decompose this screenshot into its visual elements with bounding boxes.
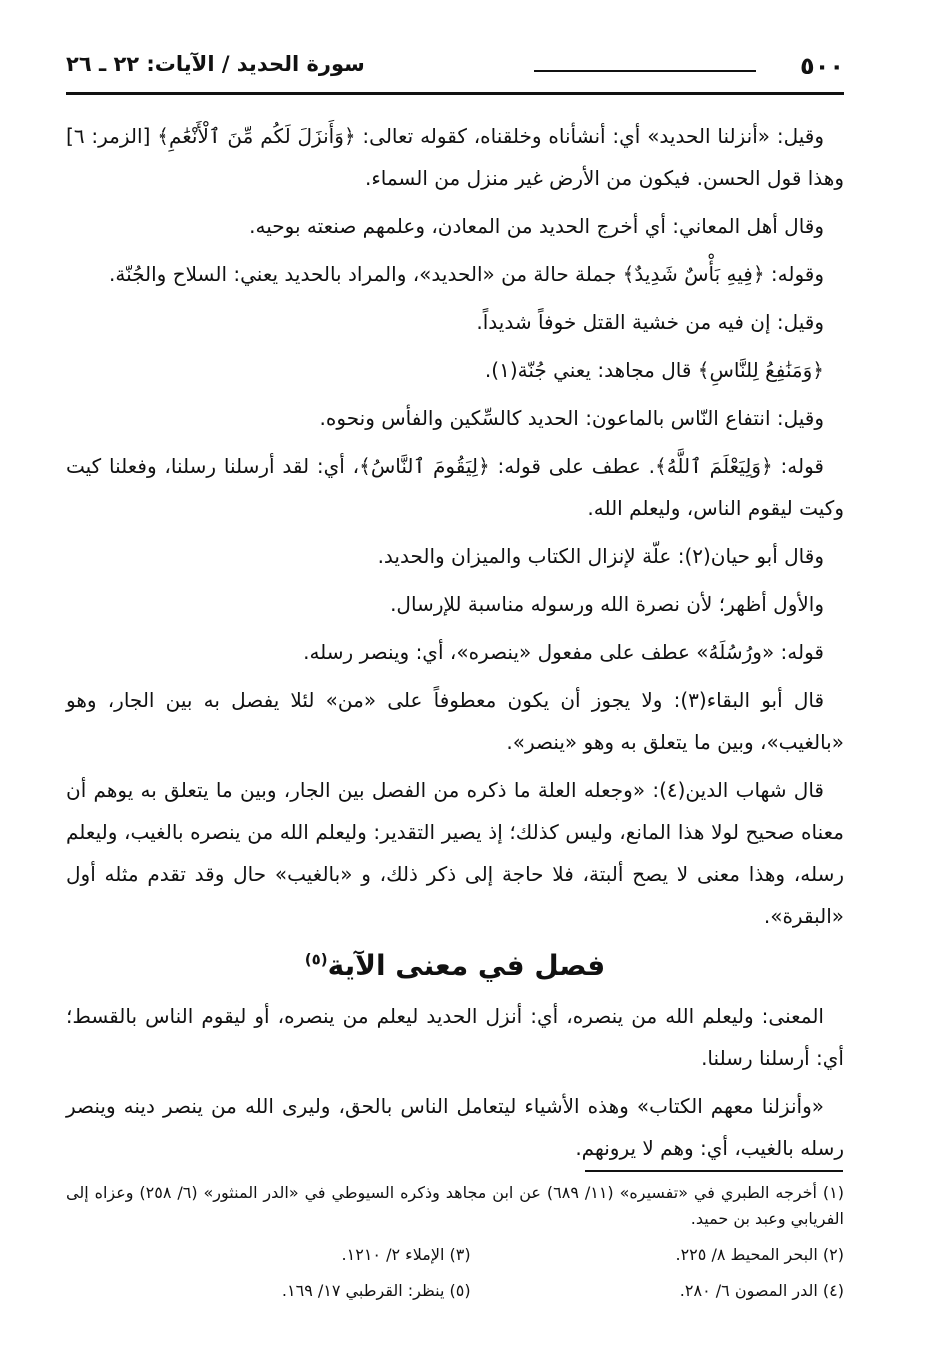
running-title: سورة الحديد / الآيات: ٢٢ ـ ٢٦ (66, 52, 365, 76)
footnote-row (66, 1278, 844, 1304)
footnotes (66, 1180, 844, 1314)
footnote-row (66, 1242, 844, 1268)
paragraph: قال أبو البقاء(٣): ولا يجوز أن يكون معطوفاً على «من» لئلا يفصل به بين الجار، وهو «بالغيب»، وبين ما يتعلق به وهو «ينصر». (66, 688, 844, 754)
section-heading (66, 943, 844, 989)
footnote-4: (٤) الدر المصون ٦/ ٢٨٠. (679, 1281, 844, 1300)
header-rule (534, 70, 756, 72)
main-text (66, 115, 844, 1175)
paragraph: وقوله: ﴿فِيهِ بَأْسٌ شَدِيدٌ﴾ جملة حالة من «الحديد»، والمراد بالحديد يعني: السلاح والجُنّة. (109, 262, 824, 286)
paragraph: قوله: ﴿وَلِيَعْلَمَ ٱللَّهُ﴾. عطف على قوله: ﴿لِيَقُومَ ٱلنَّاسُ﴾، أي: لقد أرسلنا رسلنا، وفعلنا كيت وكيت ليقوم الناس، وليعلم الله. (66, 454, 844, 520)
paragraph: المعنى: وليعلم الله من ينصره، أي: أنزل الحديد ليعلم من ينصره، أو ليقوم الناس بالقسط؛ أي: أرسلنا رسلنا. (66, 1004, 844, 1070)
section-heading-text: فصل في معنى الآية (327, 949, 606, 982)
paragraph: وقيل: انتفاع النّاس بالماعون: الحديد كالسِّكين والفأس ونحوه. (319, 406, 824, 430)
footnote-3: (٣) الإملاء ٢/ ١٢١٠. (341, 1245, 471, 1264)
footnote-2: (٢) البحر المحيط ٨/ ٢٢٥. (675, 1245, 844, 1264)
footnote-5: (٥) ينظر: القرطبي ١٧/ ١٦٩. (281, 1281, 471, 1300)
paragraph: وقال أبو حيان(٢): علّة لإنزال الكتاب والميزان والحديد. (377, 544, 824, 568)
paragraph: وقال أهل المعاني: أي أخرج الحديد من المعادن، وعلمهم صنعته بوحيه. (249, 214, 824, 238)
footnote-separator (585, 1170, 843, 1172)
page-number: ٥٠٠ (800, 52, 844, 80)
footnote-1: (١) أخرجه الطبري في «تفسيره» (١١/ ٦٨٩) عن ابن مجاهد وذكره السيوطي في «الدر المنثور» (٦/ ٢٥٨) وعزاه إلى الفريابي وعبد بن حميد. (66, 1183, 844, 1228)
section-footnote-ref: (٥) (304, 950, 328, 969)
paragraph: قوله: «ورُسُلَهُ» عطف على مفعول «ينصره»، أي: وينصر رسله. (303, 640, 824, 664)
paragraph: وقيل: «أنزلنا الحديد» أي: أنشأناه وخلقناه، كقوله تعالى: ﴿وَأَنزَلَ لَكُم مِّنَ ٱلْأَنْعَٰمِ﴾ [الزمر: ٦] وهذا قول الحسن. فيكون من الأرض غير منزل من السماء. (66, 124, 844, 190)
paragraph: ﴿وَمَنَٰفِعُ لِلنَّاسِ﴾ قال مجاهد: يعني جُنّة(١). (484, 358, 824, 382)
paragraph: والأول أظهر؛ لأن نصرة الله ورسوله مناسبة للإرسال. (390, 592, 824, 616)
paragraph: قال شهاب الدين(٤): «وجعله العلة ما ذكره من الفصل بين الجار، وبين ما يتعلق به يوهم أن معناه صحيح لولا هذا المانع، وليس كذلك؛ إذ يصير التقدير: وليعلم الله من ينصره بالغيب، وليعلم رسله، وهذا معنى لا يصح ألبتة، فلا حاجة إلى ذكر ذلك، و «بالغيب» حال وقد تقدم مثله أول «البقرة». (66, 778, 844, 928)
paragraph: «وأنزلنا معهم الكتاب» وهذه الأشياء ليتعامل الناس بالحق، وليرى الله من ينصر دينه وينصر رسله بالغيب، أي: وهم لا يرونهم. (66, 1094, 844, 1160)
paragraph: وقيل: إن فيه من خشية القتل خوفاً شديداً. (476, 310, 824, 334)
page-header (66, 44, 844, 95)
